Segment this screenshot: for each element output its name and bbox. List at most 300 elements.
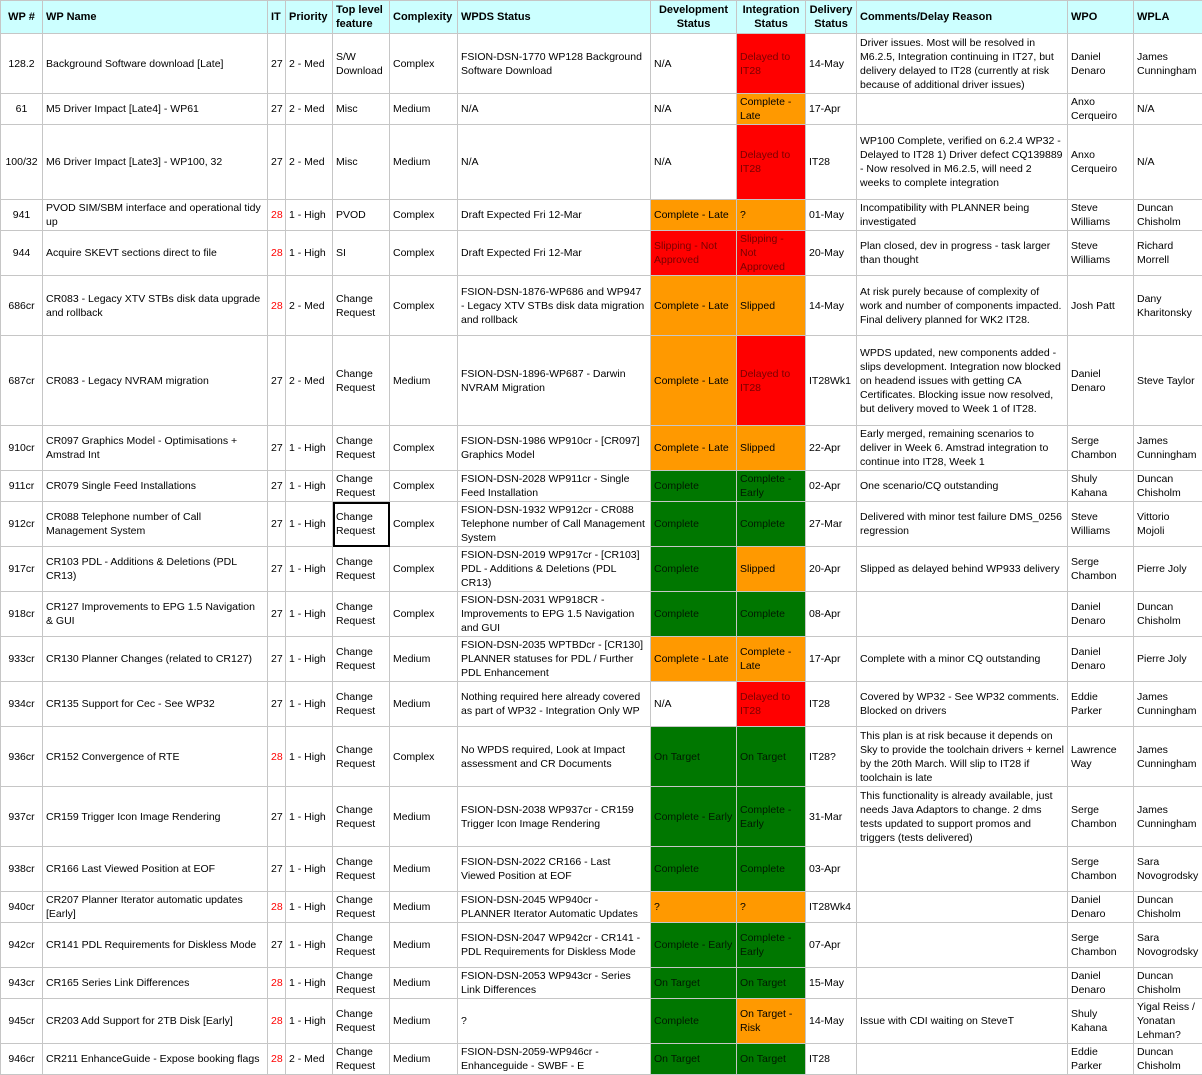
cell-delivery-status[interactable]: 03-Apr xyxy=(806,847,857,892)
cell-wp-number[interactable]: 946cr xyxy=(1,1044,43,1075)
cell-wp-number[interactable]: 686cr xyxy=(1,276,43,336)
cell-top-level-feature[interactable]: Change Request xyxy=(333,892,390,923)
cell-wpo[interactable]: Serge Chambon xyxy=(1068,847,1134,892)
header-development-status[interactable]: Development Status xyxy=(651,1,737,34)
cell-priority[interactable]: 1 - High xyxy=(286,592,333,637)
cell-wpo[interactable]: Josh Patt xyxy=(1068,276,1134,336)
cell-priority[interactable]: 1 - High xyxy=(286,471,333,502)
cell-wpds-status[interactable]: FSION-DSN-2028 WP911cr - Single Feed Installation xyxy=(458,471,651,502)
cell-wpla[interactable]: Duncan Chisholm xyxy=(1134,1044,1202,1075)
cell-complexity[interactable]: Medium xyxy=(390,787,458,847)
cell-it[interactable]: 28 xyxy=(268,200,286,231)
cell-integration-status[interactable]: Delayed to IT28 xyxy=(737,125,806,200)
cell-wpds-status[interactable]: FSION-DSN-2022 CR166 - Last Viewed Position at EOF xyxy=(458,847,651,892)
cell-it[interactable]: 28 xyxy=(268,968,286,999)
cell-integration-status[interactable]: Complete xyxy=(737,847,806,892)
cell-wp-name[interactable]: CR152 Convergence of RTE xyxy=(43,727,268,787)
cell-wp-name[interactable]: M5 Driver Impact [Late4] - WP61 xyxy=(43,94,268,125)
cell-top-level-feature[interactable]: Change Request xyxy=(333,787,390,847)
cell-wpla[interactable]: Pierre Joly xyxy=(1134,637,1202,682)
cell-wpo[interactable]: Anxo Cerqueiro xyxy=(1068,94,1134,125)
cell-complexity[interactable]: Complex xyxy=(390,727,458,787)
cell-wp-number[interactable]: 934cr xyxy=(1,682,43,727)
cell-delivery-status[interactable]: 20-May xyxy=(806,231,857,276)
cell-wpla[interactable]: Duncan Chisholm xyxy=(1134,592,1202,637)
cell-it[interactable]: 28 xyxy=(268,231,286,276)
cell-complexity[interactable]: Complex xyxy=(390,592,458,637)
header-it[interactable]: IT xyxy=(268,1,286,34)
cell-development-status[interactable]: Complete - Late xyxy=(651,336,737,426)
cell-comments[interactable] xyxy=(857,923,1068,968)
cell-development-status[interactable]: N/A xyxy=(651,34,737,94)
cell-top-level-feature[interactable]: PVOD xyxy=(333,200,390,231)
cell-development-status[interactable]: Slipping - Not Approved xyxy=(651,231,737,276)
cell-wp-name[interactable]: Background Software download [Late] xyxy=(43,34,268,94)
cell-integration-status[interactable]: ? xyxy=(737,892,806,923)
cell-complexity[interactable]: Complex xyxy=(390,502,458,547)
cell-wp-name[interactable]: CR083 - Legacy XTV STBs disk data upgrade and rollback xyxy=(43,276,268,336)
cell-wpo[interactable]: Serge Chambon xyxy=(1068,923,1134,968)
cell-wp-number[interactable]: 100/32 xyxy=(1,125,43,200)
cell-integration-status[interactable]: Complete - Late xyxy=(737,637,806,682)
cell-wpla[interactable]: James Cunningham xyxy=(1134,34,1202,94)
cell-comments[interactable]: Covered by WP32 - See WP32 comments. Blocked on drivers xyxy=(857,682,1068,727)
cell-integration-status[interactable]: Complete xyxy=(737,592,806,637)
cell-it[interactable]: 27 xyxy=(268,336,286,426)
cell-wpds-status[interactable]: FSION-DSN-2053 WP943cr - Series Link Differences xyxy=(458,968,651,999)
cell-wp-number[interactable]: 918cr xyxy=(1,592,43,637)
cell-top-level-feature[interactable]: SI xyxy=(333,231,390,276)
cell-it[interactable]: 27 xyxy=(268,682,286,727)
cell-wpla[interactable]: Yigal Reiss / Yonatan Lehman? xyxy=(1134,999,1202,1044)
cell-wp-number[interactable]: 942cr xyxy=(1,923,43,968)
cell-integration-status[interactable]: Delayed to IT28 xyxy=(737,34,806,94)
cell-wp-name[interactable]: CR203 Add Support for 2TB Disk [Early] xyxy=(43,999,268,1044)
cell-wpds-status[interactable]: ? xyxy=(458,999,651,1044)
cell-complexity[interactable]: Medium xyxy=(390,847,458,892)
cell-wpds-status[interactable]: FSION-DSN-1876-WP686 and WP947 - Legacy XTV STBs disk data migration and rollback xyxy=(458,276,651,336)
cell-wpla[interactable]: Sara Novogrodsky xyxy=(1134,847,1202,892)
header-comments[interactable]: Comments/Delay Reason xyxy=(857,1,1068,34)
cell-it[interactable]: 28 xyxy=(268,999,286,1044)
cell-development-status[interactable]: Complete - Late xyxy=(651,426,737,471)
cell-top-level-feature[interactable]: Change Request xyxy=(333,1044,390,1075)
table-row xyxy=(1,637,1202,682)
cell-wp-number[interactable]: 687cr xyxy=(1,336,43,426)
cell-wpds-status[interactable]: Nothing required here already covered as part of WP32 - Integration Only WP xyxy=(458,682,651,727)
cell-it[interactable]: 27 xyxy=(268,923,286,968)
cell-it[interactable]: 27 xyxy=(268,847,286,892)
cell-wpo[interactable]: Daniel Denaro xyxy=(1068,336,1134,426)
cell-comments[interactable]: Incompatibility with PLANNER being investigated xyxy=(857,200,1068,231)
cell-top-level-feature[interactable]: Change Request xyxy=(333,502,390,547)
cell-wp-number[interactable]: 917cr xyxy=(1,547,43,592)
cell-development-status[interactable]: Complete - Late xyxy=(651,200,737,231)
cell-wpo[interactable]: Lawrence Way xyxy=(1068,727,1134,787)
cell-wpo[interactable]: Eddie Parker xyxy=(1068,682,1134,727)
cell-wpds-status[interactable]: FSION-DSN-1932 WP912cr - CR088 Telephone number of Call Management System xyxy=(458,502,651,547)
cell-wpds-status[interactable]: N/A xyxy=(458,94,651,125)
cell-wpds-status[interactable]: FSION-DSN-2035 WPTBDcr - [CR130] PLANNER statuses for PDL / Further PDL Enhancement xyxy=(458,637,651,682)
cell-development-status[interactable]: Complete xyxy=(651,999,737,1044)
cell-wp-number[interactable]: 911cr xyxy=(1,471,43,502)
cell-delivery-status[interactable]: IT28 xyxy=(806,1044,857,1075)
cell-wp-name[interactable]: M6 Driver Impact [Late3] - WP100, 32 xyxy=(43,125,268,200)
cell-wpo[interactable]: Serge Chambon xyxy=(1068,787,1134,847)
cell-integration-status[interactable]: Slipped xyxy=(737,547,806,592)
cell-wpla[interactable]: Dany Kharitonsky xyxy=(1134,276,1202,336)
cell-comments[interactable] xyxy=(857,892,1068,923)
cell-integration-status[interactable]: On Target - Risk xyxy=(737,999,806,1044)
cell-wpo[interactable]: Daniel Denaro xyxy=(1068,34,1134,94)
cell-wpds-status[interactable]: FSION-DSN-2045 WP940cr - PLANNER Iterator Automatic Updates xyxy=(458,892,651,923)
cell-development-status[interactable]: N/A xyxy=(651,125,737,200)
cell-delivery-status[interactable]: IT28? xyxy=(806,727,857,787)
cell-wp-name[interactable]: CR103 PDL - Additions & Deletions (PDL CR13) xyxy=(43,547,268,592)
cell-wpo[interactable]: Anxo Cerqueiro xyxy=(1068,125,1134,200)
cell-wp-name[interactable]: CR130 Planner Changes (related to CR127) xyxy=(43,637,268,682)
cell-comments[interactable]: At risk purely because of complexity of work and number of components impacted. Final delivery planned for WK2 IT28. xyxy=(857,276,1068,336)
cell-priority[interactable]: 2 - Med xyxy=(286,34,333,94)
cell-it[interactable]: 27 xyxy=(268,502,286,547)
cell-comments[interactable]: Issue with CDI waiting on SteveT xyxy=(857,999,1068,1044)
cell-wp-name[interactable]: CR097 Graphics Model - Optimisations + Amstrad Int xyxy=(43,426,268,471)
cell-comments[interactable]: Early merged, remaining scenarios to deliver in Week 6. Amstrad integration to continue into IT28, Week 1 xyxy=(857,426,1068,471)
cell-it[interactable]: 27 xyxy=(268,637,286,682)
cell-priority[interactable]: 1 - High xyxy=(286,999,333,1044)
cell-top-level-feature[interactable]: Change Request xyxy=(333,923,390,968)
cell-delivery-status[interactable]: 31-Mar xyxy=(806,787,857,847)
cell-delivery-status[interactable]: 17-Apr xyxy=(806,637,857,682)
cell-integration-status[interactable]: Slipping - Not Approved xyxy=(737,231,806,276)
cell-wpla[interactable]: James Cunningham xyxy=(1134,787,1202,847)
cell-wpla[interactable]: Duncan Chisholm xyxy=(1134,892,1202,923)
cell-top-level-feature[interactable]: Change Request xyxy=(333,727,390,787)
cell-delivery-status[interactable]: 08-Apr xyxy=(806,592,857,637)
cell-top-level-feature[interactable]: Change Request xyxy=(333,471,390,502)
cell-it[interactable]: 27 xyxy=(268,547,286,592)
cell-it[interactable]: 28 xyxy=(268,892,286,923)
cell-wp-number[interactable]: 933cr xyxy=(1,637,43,682)
header-wpla[interactable]: WPLA xyxy=(1134,1,1202,34)
cell-delivery-status[interactable]: IT28 xyxy=(806,125,857,200)
cell-integration-status[interactable]: Slipped xyxy=(737,276,806,336)
cell-priority[interactable]: 2 - Med xyxy=(286,94,333,125)
cell-delivery-status[interactable]: 07-Apr xyxy=(806,923,857,968)
cell-complexity[interactable]: Medium xyxy=(390,94,458,125)
header-wp-number[interactable]: WP # xyxy=(1,1,43,34)
cell-it[interactable]: 28 xyxy=(268,1044,286,1075)
cell-wpla[interactable]: Pierre Joly xyxy=(1134,547,1202,592)
cell-wp-name[interactable]: PVOD SIM/SBM interface and operational tidy up xyxy=(43,200,268,231)
cell-top-level-feature[interactable]: Change Request xyxy=(333,547,390,592)
cell-wp-name[interactable]: CR127 Improvements to EPG 1.5 Navigation & GUI xyxy=(43,592,268,637)
cell-development-status[interactable]: Complete xyxy=(651,592,737,637)
cell-development-status[interactable]: Complete - Late xyxy=(651,637,737,682)
cell-wpds-status[interactable]: FSION-DSN-2047 WP942cr - CR141 - PDL Requirements for Diskless Mode xyxy=(458,923,651,968)
cell-wp-name[interactable]: Acquire SKEVT sections direct to file xyxy=(43,231,268,276)
cell-development-status[interactable]: On Target xyxy=(651,968,737,999)
cell-integration-status[interactable]: Complete - Late xyxy=(737,94,806,125)
cell-priority[interactable]: 1 - High xyxy=(286,200,333,231)
cell-comments[interactable] xyxy=(857,592,1068,637)
cell-priority[interactable]: 1 - High xyxy=(286,502,333,547)
cell-wp-name[interactable]: CR166 Last Viewed Position at EOF xyxy=(43,847,268,892)
cell-complexity[interactable]: Medium xyxy=(390,682,458,727)
cell-wp-number[interactable]: 938cr xyxy=(1,847,43,892)
cell-delivery-status[interactable]: IT28Wk4 xyxy=(806,892,857,923)
cell-complexity[interactable]: Medium xyxy=(390,892,458,923)
cell-delivery-status[interactable]: 14-May xyxy=(806,999,857,1044)
cell-complexity[interactable]: Complex xyxy=(390,426,458,471)
cell-complexity[interactable]: Medium xyxy=(390,1044,458,1075)
cell-top-level-feature[interactable]: Change Request xyxy=(333,336,390,426)
cell-priority[interactable]: 2 - Med xyxy=(286,336,333,426)
cell-complexity[interactable]: Complex xyxy=(390,231,458,276)
cell-priority[interactable]: 2 - Med xyxy=(286,276,333,336)
cell-it[interactable]: 27 xyxy=(268,592,286,637)
cell-wp-name[interactable]: CR135 Support for Cec - See WP32 xyxy=(43,682,268,727)
cell-wpo[interactable]: Daniel Denaro xyxy=(1068,592,1134,637)
cell-integration-status[interactable]: Complete - Early xyxy=(737,787,806,847)
cell-priority[interactable]: 1 - High xyxy=(286,847,333,892)
cell-comments[interactable]: Driver issues. Most will be resolved in M6.2.5, Integration continuing in IT27, but delivery delayed to IT28 (currently at risk because of additional driver issues) xyxy=(857,34,1068,94)
header-complexity[interactable]: Complexity xyxy=(390,1,458,34)
cell-wpla[interactable]: Sara Novogrodsky xyxy=(1134,923,1202,968)
cell-integration-status[interactable]: ? xyxy=(737,200,806,231)
cell-wpla[interactable]: Steve Taylor xyxy=(1134,336,1202,426)
cell-comments[interactable]: Slipped as delayed behind WP933 delivery xyxy=(857,547,1068,592)
cell-development-status[interactable]: Complete xyxy=(651,471,737,502)
cell-comments[interactable]: This plan is at risk because it depends on Sky to provide the toolchain drivers + kernel by the 20th March. Will slip to IT28 if toolchain is late xyxy=(857,727,1068,787)
cell-priority[interactable]: 1 - High xyxy=(286,727,333,787)
cell-wpds-status[interactable]: FSION-DSN-1896-WP687 - Darwin NVRAM Migration xyxy=(458,336,651,426)
cell-top-level-feature[interactable]: Change Request xyxy=(333,276,390,336)
cell-comments[interactable] xyxy=(857,94,1068,125)
cell-development-status[interactable]: On Target xyxy=(651,1044,737,1075)
cell-wpds-status[interactable]: No WPDS required, Look at Impact assessment and CR Documents xyxy=(458,727,651,787)
cell-wpds-status[interactable]: FSION-DSN-2038 WP937cr - CR159 Trigger Icon Image Rendering xyxy=(458,787,651,847)
cell-complexity[interactable]: Complex xyxy=(390,200,458,231)
header-delivery-status[interactable]: Delivery Status xyxy=(806,1,857,34)
cell-top-level-feature[interactable]: Misc xyxy=(333,94,390,125)
cell-priority[interactable]: 2 - Med xyxy=(286,1044,333,1075)
cell-top-level-feature[interactable]: Change Request xyxy=(333,426,390,471)
header-wpo[interactable]: WPO xyxy=(1068,1,1134,34)
cell-wpds-status[interactable]: FSION-DSN-1986 WP910cr - [CR097] Graphics Model xyxy=(458,426,651,471)
cell-it[interactable]: 27 xyxy=(268,34,286,94)
cell-wpla[interactable]: Duncan Chisholm xyxy=(1134,200,1202,231)
cell-wpo[interactable]: Steve Williams xyxy=(1068,502,1134,547)
cell-priority[interactable]: 1 - High xyxy=(286,787,333,847)
cell-wpo[interactable]: Steve Williams xyxy=(1068,231,1134,276)
cell-wp-name[interactable]: CR165 Series Link Differences xyxy=(43,968,268,999)
cell-development-status[interactable]: Complete - Late xyxy=(651,276,737,336)
cell-development-status[interactable]: On Target xyxy=(651,727,737,787)
cell-wpo[interactable]: Serge Chambon xyxy=(1068,547,1134,592)
cell-comments[interactable]: One scenario/CQ outstanding xyxy=(857,471,1068,502)
cell-delivery-status[interactable]: 27-Mar xyxy=(806,502,857,547)
cell-wpds-status[interactable]: Draft Expected Fri 12-Mar xyxy=(458,200,651,231)
cell-top-level-feature[interactable]: Change Request xyxy=(333,682,390,727)
cell-wp-number[interactable]: 945cr xyxy=(1,999,43,1044)
cell-priority[interactable]: 2 - Med xyxy=(286,125,333,200)
cell-it[interactable]: 27 xyxy=(268,426,286,471)
cell-complexity[interactable]: Complex xyxy=(390,547,458,592)
cell-comments[interactable] xyxy=(857,847,1068,892)
cell-delivery-status[interactable]: 14-May xyxy=(806,34,857,94)
cell-priority[interactable]: 1 - High xyxy=(286,547,333,592)
cell-complexity[interactable]: Medium xyxy=(390,923,458,968)
cell-development-status[interactable]: N/A xyxy=(651,682,737,727)
cell-integration-status[interactable]: Complete - Early xyxy=(737,923,806,968)
cell-wpo[interactable]: Steve Williams xyxy=(1068,200,1134,231)
cell-wpo[interactable]: Serge Chambon xyxy=(1068,426,1134,471)
cell-wpds-status[interactable]: FSION-DSN-1770 WP128 Background Software Download xyxy=(458,34,651,94)
cell-wpla[interactable]: James Cunningham xyxy=(1134,727,1202,787)
cell-wp-name[interactable]: CR141 PDL Requirements for Diskless Mode xyxy=(43,923,268,968)
cell-wp-name[interactable]: CR083 - Legacy NVRAM migration xyxy=(43,336,268,426)
cell-priority[interactable]: 1 - High xyxy=(286,923,333,968)
cell-wp-name[interactable]: CR159 Trigger Icon Image Rendering xyxy=(43,787,268,847)
cell-integration-status[interactable]: On Target xyxy=(737,968,806,999)
cell-complexity[interactable]: Medium xyxy=(390,999,458,1044)
cell-delivery-status[interactable]: 20-Apr xyxy=(806,547,857,592)
cell-delivery-status[interactable]: 15-May xyxy=(806,968,857,999)
cell-wp-number[interactable]: 912cr xyxy=(1,502,43,547)
cell-delivery-status[interactable]: 01-May xyxy=(806,200,857,231)
cell-wpla[interactable]: James Cunningham xyxy=(1134,426,1202,471)
cell-wp-number[interactable]: 937cr xyxy=(1,787,43,847)
header-top-level-feature[interactable]: Top level feature xyxy=(333,1,390,34)
cell-wp-number[interactable]: 128.2 xyxy=(1,34,43,94)
cell-development-status[interactable]: ? xyxy=(651,892,737,923)
cell-wpla[interactable]: Duncan Chisholm xyxy=(1134,471,1202,502)
cell-integration-status[interactable]: Delayed to IT28 xyxy=(737,682,806,727)
cell-comments[interactable] xyxy=(857,968,1068,999)
cell-priority[interactable]: 1 - High xyxy=(286,637,333,682)
cell-wpla[interactable]: Richard Morrell xyxy=(1134,231,1202,276)
cell-wp-number[interactable]: 944 xyxy=(1,231,43,276)
cell-it[interactable]: 27 xyxy=(268,125,286,200)
cell-wp-number[interactable]: 943cr xyxy=(1,968,43,999)
cell-it[interactable]: 28 xyxy=(268,276,286,336)
cell-priority[interactable]: 1 - High xyxy=(286,426,333,471)
cell-complexity[interactable]: Complex xyxy=(390,276,458,336)
cell-wp-name[interactable]: CR207 Planner Iterator automatic updates [Early] xyxy=(43,892,268,923)
cell-it[interactable]: 28 xyxy=(268,727,286,787)
cell-wpla[interactable]: N/A xyxy=(1134,94,1202,125)
cell-top-level-feature[interactable]: S/W Download xyxy=(333,34,390,94)
cell-complexity[interactable]: Complex xyxy=(390,34,458,94)
cell-integration-status[interactable]: Complete - Early xyxy=(737,471,806,502)
header-wp-name[interactable]: WP Name xyxy=(43,1,268,34)
cell-top-level-feature[interactable]: Change Request xyxy=(333,592,390,637)
cell-wp-number[interactable]: 936cr xyxy=(1,727,43,787)
cell-priority[interactable]: 1 - High xyxy=(286,892,333,923)
cell-wpo[interactable]: Eddie Parker xyxy=(1068,1044,1134,1075)
cell-complexity[interactable]: Medium xyxy=(390,637,458,682)
cell-it[interactable]: 27 xyxy=(268,471,286,502)
cell-delivery-status[interactable]: IT28Wk1 xyxy=(806,336,857,426)
cell-wp-name[interactable]: CR211 EnhanceGuide - Expose booking flags xyxy=(43,1044,268,1075)
header-wpds-status[interactable]: WPDS Status xyxy=(458,1,651,34)
cell-integration-status[interactable]: On Target xyxy=(737,727,806,787)
cell-priority[interactable]: 1 - High xyxy=(286,968,333,999)
cell-top-level-feature[interactable]: Change Request xyxy=(333,999,390,1044)
cell-development-status[interactable]: Complete - Early xyxy=(651,923,737,968)
cell-development-status[interactable]: Complete - Early xyxy=(651,787,737,847)
cell-comments[interactable] xyxy=(857,1044,1068,1075)
cell-delivery-status[interactable]: 22-Apr xyxy=(806,426,857,471)
cell-top-level-feature[interactable]: Change Request xyxy=(333,968,390,999)
cell-priority[interactable]: 1 - High xyxy=(286,682,333,727)
cell-wpo[interactable]: Shuly Kahana xyxy=(1068,999,1134,1044)
cell-wpo[interactable]: Shuly Kahana xyxy=(1068,471,1134,502)
cell-top-level-feature[interactable]: Change Request xyxy=(333,637,390,682)
cell-wp-name[interactable]: CR088 Telephone number of Call Management System xyxy=(43,502,268,547)
cell-development-status[interactable]: N/A xyxy=(651,94,737,125)
cell-wp-number[interactable]: 61 xyxy=(1,94,43,125)
cell-wpla[interactable]: Duncan Chisholm xyxy=(1134,968,1202,999)
cell-integration-status[interactable]: On Target xyxy=(737,1044,806,1075)
cell-top-level-feature[interactable]: Change Request xyxy=(333,847,390,892)
cell-wpo[interactable]: Daniel Denaro xyxy=(1068,968,1134,999)
cell-wpo[interactable]: Daniel Denaro xyxy=(1068,892,1134,923)
header-priority[interactable]: Priority xyxy=(286,1,333,34)
cell-wp-number[interactable]: 910cr xyxy=(1,426,43,471)
cell-delivery-status[interactable]: 02-Apr xyxy=(806,471,857,502)
cell-comments[interactable]: Plan closed, dev in progress - task larger than thought xyxy=(857,231,1068,276)
cell-it[interactable]: 27 xyxy=(268,94,286,125)
cell-wp-number[interactable]: 941 xyxy=(1,200,43,231)
cell-it[interactable]: 27 xyxy=(268,787,286,847)
cell-comments[interactable]: Delivered with minor test failure DMS_0256 regression xyxy=(857,502,1068,547)
cell-wpds-status[interactable]: N/A xyxy=(458,125,651,200)
cell-wpds-status[interactable]: FSION-DSN-2031 WP918CR - Improvements to EPG 1.5 Navigation and GUI xyxy=(458,592,651,637)
cell-comments[interactable]: Complete with a minor CQ outstanding xyxy=(857,637,1068,682)
cell-development-status[interactable]: Complete xyxy=(651,547,737,592)
cell-wpla[interactable]: Vittorio Mojoli xyxy=(1134,502,1202,547)
cell-complexity[interactable]: Complex xyxy=(390,471,458,502)
header-integration-status[interactable]: Integration Status xyxy=(737,1,806,34)
cell-delivery-status[interactable]: 17-Apr xyxy=(806,94,857,125)
cell-comments[interactable]: WPDS updated, new components added - slips development. Integration now blocked on headend issues with getting CA Certificates. Blocking issue now resolved, but delivery moved to Week 1 of IT28. xyxy=(857,336,1068,426)
cell-development-status[interactable]: Complete xyxy=(651,502,737,547)
cell-delivery-status[interactable]: 14-May xyxy=(806,276,857,336)
cell-wpo[interactable]: Daniel Denaro xyxy=(1068,637,1134,682)
cell-wpla[interactable]: N/A xyxy=(1134,125,1202,200)
cell-complexity[interactable]: Medium xyxy=(390,336,458,426)
cell-wp-number[interactable]: 940cr xyxy=(1,892,43,923)
cell-wpds-status[interactable]: Draft Expected Fri 12-Mar xyxy=(458,231,651,276)
cell-top-level-feature[interactable]: Misc xyxy=(333,125,390,200)
cell-complexity[interactable]: Medium xyxy=(390,125,458,200)
cell-comments[interactable]: This functionality is already available, just needs Java Adaptors to change. 2 dms tests updated to support promos and triggers (tests delivered) xyxy=(857,787,1068,847)
cell-wpds-status[interactable]: FSION-DSN-2019 WP917cr - [CR103] PDL - Additions & Deletions (PDL CR13) xyxy=(458,547,651,592)
cell-priority[interactable]: 1 - High xyxy=(286,231,333,276)
cell-complexity[interactable]: Medium xyxy=(390,968,458,999)
cell-integration-status[interactable]: Complete xyxy=(737,502,806,547)
cell-wp-name[interactable]: CR079 Single Feed Installations xyxy=(43,471,268,502)
cell-comments[interactable]: WP100 Complete, verified on 6.2.4 WP32 - Delayed to IT28 1) Driver defect CQ139889 - Now resolved in M6.2.5, will need 2 weeks to complete integration xyxy=(857,125,1068,200)
cell-integration-status[interactable]: Delayed to IT28 xyxy=(737,336,806,426)
cell-wpla[interactable]: James Cunningham xyxy=(1134,682,1202,727)
cell-delivery-status[interactable]: IT28 xyxy=(806,682,857,727)
cell-development-status[interactable]: Complete xyxy=(651,847,737,892)
cell-wpds-status[interactable]: FSION-DSN-2059-WP946cr - Enhanceguide - SWBF - E xyxy=(458,1044,651,1075)
cell-integration-status[interactable]: Slipped xyxy=(737,426,806,471)
